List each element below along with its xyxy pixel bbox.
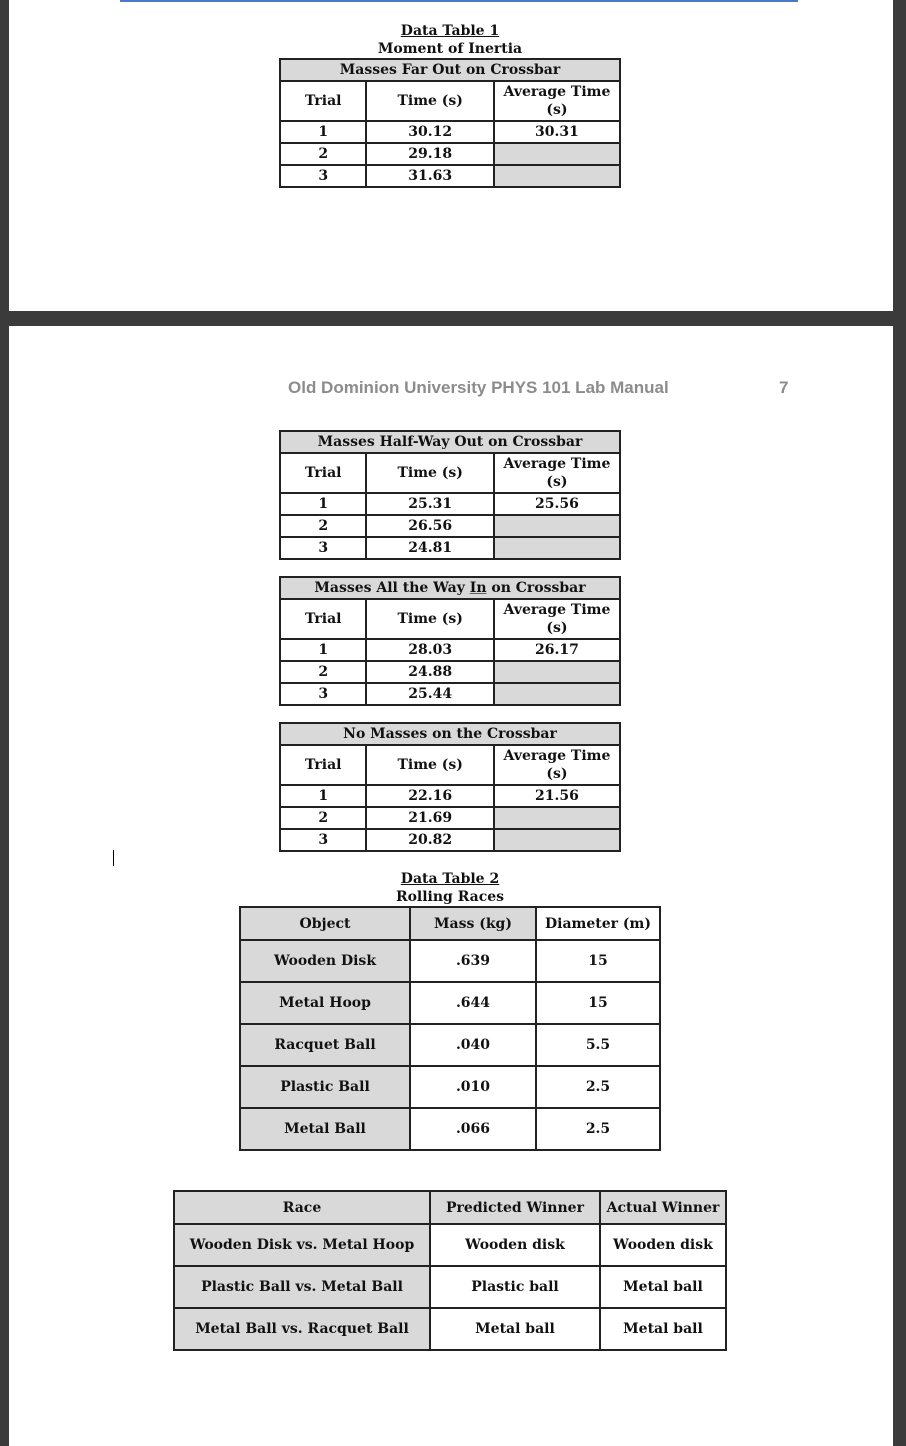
column-header: Trial	[280, 599, 366, 639]
table-cell: 1	[280, 785, 366, 807]
table-cell: 5.5	[536, 1024, 660, 1066]
column-header: Mass (kg)	[410, 907, 536, 940]
table-cell: Metal Hoop	[240, 982, 410, 1024]
table-caption: Masses Half-Way Out on Crossbar	[280, 431, 620, 453]
page-number: 7	[779, 378, 789, 397]
empty-cell	[494, 829, 620, 851]
table-cell: Plastic Ball	[240, 1066, 410, 1108]
table-cell: 2	[280, 515, 366, 537]
column-header: Average Time (s)	[494, 599, 620, 639]
column-header: Trial	[280, 745, 366, 785]
average-cell: 30.31	[494, 121, 620, 143]
table-cell: 2	[280, 807, 366, 829]
table-cell: 24.88	[366, 661, 493, 683]
column-header: Average Time (s)	[494, 453, 620, 493]
caption-part: on Crossbar	[486, 580, 586, 596]
table-cell: 2	[280, 661, 366, 683]
table-cell: Metal Ball	[240, 1108, 410, 1150]
caption-part: Masses All the Way	[314, 580, 470, 596]
table-cell: 26.56	[366, 515, 493, 537]
table-cell: 22.16	[366, 785, 493, 807]
all-the-way-in-table	[279, 576, 621, 706]
empty-cell	[494, 165, 620, 187]
column-header: Time (s)	[366, 453, 493, 493]
average-cell: 25.56	[494, 493, 620, 515]
table-caption	[280, 577, 620, 599]
column-header: Predicted Winner	[430, 1191, 600, 1224]
table-cell: 3	[280, 537, 366, 559]
table-cell: Metal ball	[430, 1308, 600, 1350]
table-cell: Metal ball	[600, 1308, 726, 1350]
races-table	[173, 1190, 727, 1351]
table-cell: 29.18	[366, 143, 493, 165]
average-cell: 21.56	[494, 785, 620, 807]
table-cell: Wooden disk	[600, 1224, 726, 1266]
table-cell: .040	[410, 1024, 536, 1066]
column-header: Average Time (s)	[494, 81, 620, 121]
column-header: Average Time (s)	[494, 745, 620, 785]
table-cell: Metal ball	[600, 1266, 726, 1308]
table-cell: .066	[410, 1108, 536, 1150]
table-cell: 1	[280, 121, 366, 143]
table-cell: 3	[280, 165, 366, 187]
table-cell: Wooden disk	[430, 1224, 600, 1266]
column-header: Trial	[280, 453, 366, 493]
empty-cell	[494, 537, 620, 559]
running-header: Old Dominion University PHYS 101 Lab Manual	[288, 378, 669, 397]
document-page-2	[9, 326, 893, 1446]
table-cell: 30.12	[366, 121, 493, 143]
table-cell: .644	[410, 982, 536, 1024]
table-caption: Masses Far Out on Crossbar	[280, 59, 620, 81]
table-cell: 31.63	[366, 165, 493, 187]
column-header: Object	[240, 907, 410, 940]
text-cursor[interactable]	[113, 850, 114, 866]
table1-title-block	[280, 22, 620, 58]
table-cell: 25.44	[366, 683, 493, 705]
table-cell: 1	[280, 639, 366, 661]
table-cell: 21.69	[366, 807, 493, 829]
table-cell: Metal Ball vs. Racquet Ball	[174, 1308, 430, 1350]
table-cell: Plastic Ball vs. Metal Ball	[174, 1266, 430, 1308]
empty-cell	[494, 807, 620, 829]
table-cell: Racquet Ball	[240, 1024, 410, 1066]
table-cell: 2.5	[536, 1066, 660, 1108]
table1-title: Data Table 1	[400, 23, 500, 39]
table-cell: Plastic ball	[430, 1266, 600, 1308]
table2-title: Data Table 2	[400, 871, 500, 887]
column-header: Trial	[280, 81, 366, 121]
table-cell: 2	[280, 143, 366, 165]
table-cell: 24.81	[366, 537, 493, 559]
table-cell: 15	[536, 982, 660, 1024]
no-masses-table	[279, 722, 621, 852]
caption-flagged-word: In	[469, 580, 487, 596]
table2-subtitle: Rolling Races	[395, 889, 505, 905]
table-cell: 25.31	[366, 493, 493, 515]
table-cell: Wooden Disk	[240, 940, 410, 982]
column-header: Time (s)	[366, 599, 493, 639]
table-cell: 2.5	[536, 1108, 660, 1150]
objects-table	[239, 906, 661, 1151]
table-cell: Wooden Disk vs. Metal Hoop	[174, 1224, 430, 1266]
document-page-1	[9, 0, 893, 311]
table2-title-block	[280, 870, 620, 906]
empty-cell	[494, 661, 620, 683]
half-way-table	[279, 430, 621, 560]
column-header: Diameter (m)	[536, 907, 660, 940]
table-caption: No Masses on the Crossbar	[280, 723, 620, 745]
table-cell: .639	[410, 940, 536, 982]
far-out-table	[279, 58, 621, 188]
table-cell: .010	[410, 1066, 536, 1108]
table-cell: 28.03	[366, 639, 493, 661]
table-cell: 1	[280, 493, 366, 515]
average-cell: 26.17	[494, 639, 620, 661]
table-cell: 3	[280, 829, 366, 851]
empty-cell	[494, 515, 620, 537]
column-header: Time (s)	[366, 81, 493, 121]
page-top-rule	[120, 0, 798, 2]
table-cell: 20.82	[366, 829, 493, 851]
table-cell: 15	[536, 940, 660, 982]
empty-cell	[494, 143, 620, 165]
column-header: Time (s)	[366, 745, 493, 785]
table-cell: 3	[280, 683, 366, 705]
column-header: Race	[174, 1191, 430, 1224]
table1-subtitle: Moment of Inertia	[377, 41, 523, 57]
column-header: Actual Winner	[600, 1191, 726, 1224]
empty-cell	[494, 683, 620, 705]
